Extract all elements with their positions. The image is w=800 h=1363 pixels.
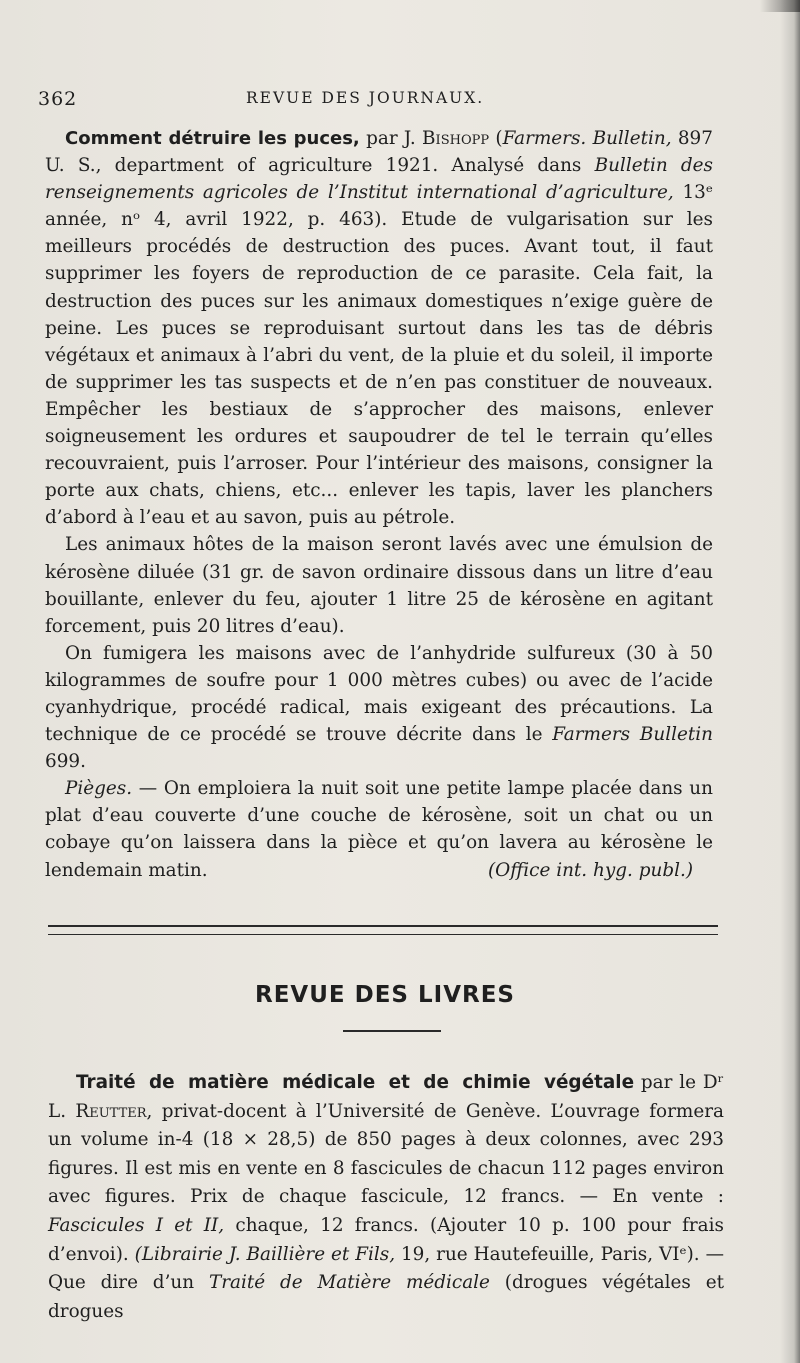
book-text-2: chaque, 12 francs. (Ajouter 10 p. 100 pour frais d’envoi). [48,1214,724,1265]
book-paragraph [48,1069,724,1326]
article-paragraph-2: Les animaux hôtes de la maison seront lavés avec une émulsion de kérosène diluée (31 gr. de savon ordinaire dissous dans un litre d’eau bouillante, enlever du feu, ajouter 1 litre 25 de kérosène en agitant forcement, puis 20 litres d’eau). [45,534,713,637]
para4-text: — On emploiera la nuit soit une petite lampe placée dans un plat d’eau couverte d’une couche de kérosène, soit un chat ou un cobaye qu’on laissera dans la pièce et qu’on lavera au kérosène le lendemain matin. [45,778,713,881]
citation-open: ( [495,128,503,149]
para3-end: 699. [45,751,86,773]
article-by: par J. [366,128,416,149]
book-author-prefix: par le Dʳ L. [48,1072,724,1122]
article-bulletin: Bulletin des renseignements agricoles de l’Institut international d’agriculture, [45,155,713,204]
book-review [48,1069,724,1326]
article-paragraph-3 [45,640,713,775]
article-source-rest: 897 U. S., department of agriculture 1921. Analysé dans [45,128,713,177]
running-head [38,88,718,114]
para3-start: On fumigera les maisons avec de l’anhydride sulfureux (30 à 50 kilogrammes de soufre pour 1 000 mètres cubes) ou avec de l’acide cyanhydrique, procédé radical, mais exigeant des précautions. La technique de ce procédé se trouve décrite dans le [45,642,713,746]
article-body [45,125,713,884]
book-author: Reutter, [75,1100,153,1122]
book-work: Traité de Matière médicale [208,1272,490,1294]
article-bulletin-rest: 13ᵉ année, nᵒ 4, avril 1922, p. 463). Etude de vulgarisation sur les meilleurs procédés de destruction des puces. Avant tout, il faut supprimer les foyers de reproduction de ce parasite. Cela fait, la destruction des puces sur les animaux domestiques n’exige guère de peine. Les puces se reproduisant surtout dans les tas de débris végétaux et animaux à l’abri du vent, de la pluie et du soleil, il importe de supprimer les tas suspects et de n’en pas constituer de nouveaux. Empêcher les bestiaux de s’approcher des maisons, enlever soigneusement les ordures et saupoudrer de tel le terrain qu’elles recouvraient, puis l’arroser. Pour l’intérieur des maisons, consigner la porte aux chats, chiens, etc... enlever les tapis, laver les planchers d’abord à l’eau et au savon, puis au pétrole. [45,182,713,529]
article-source: Farmers. Bulletin, [502,128,672,149]
book-text-3: 19, rue Hautefeuille, Paris, VIᵉ). — Que dire d’un [48,1243,724,1294]
article-author: Bishopp [422,128,490,149]
page-edge-shadow [780,0,800,1363]
para4-label: Pièges. [65,778,133,800]
book-publisher: (Librairie J. Baillière et Fils, [134,1243,396,1265]
para3-ref: Farmers Bulletin [552,724,713,746]
book-text-4: (drogues végétales et drogues [48,1272,724,1322]
double-rule-bottom [48,934,718,935]
double-rule-top [48,925,718,927]
source-note: (Office int. hyg. publ.) [488,859,693,881]
section-title: REVUE DES LIVRES [255,982,515,1008]
book-text-1: privat-docent à l’Université de Genève. L’ouvrage formera un volume in-4 (18 × 28,5) de 850 pages à deux colonnes, avec 293 figures. Il est mis en vente en 8 fascicules de chacun 112 pages environ avec figures. Prix de chaque fascicule, 12 francs. — En vente : [48,1100,724,1208]
book-fascicules: Fascicules I et II, [48,1214,225,1236]
book-title: Traité de matière médicale et de chimie végétale [76,1072,635,1093]
article-paragraph-1 [45,125,713,531]
section-rule [343,1030,441,1032]
running-head-title: REVUE DES JOURNAUX. [246,89,485,107]
article-title: Comment détruire les puces, [65,128,360,149]
corner-shadow [760,0,800,12]
page-number: 362 [38,88,78,110]
